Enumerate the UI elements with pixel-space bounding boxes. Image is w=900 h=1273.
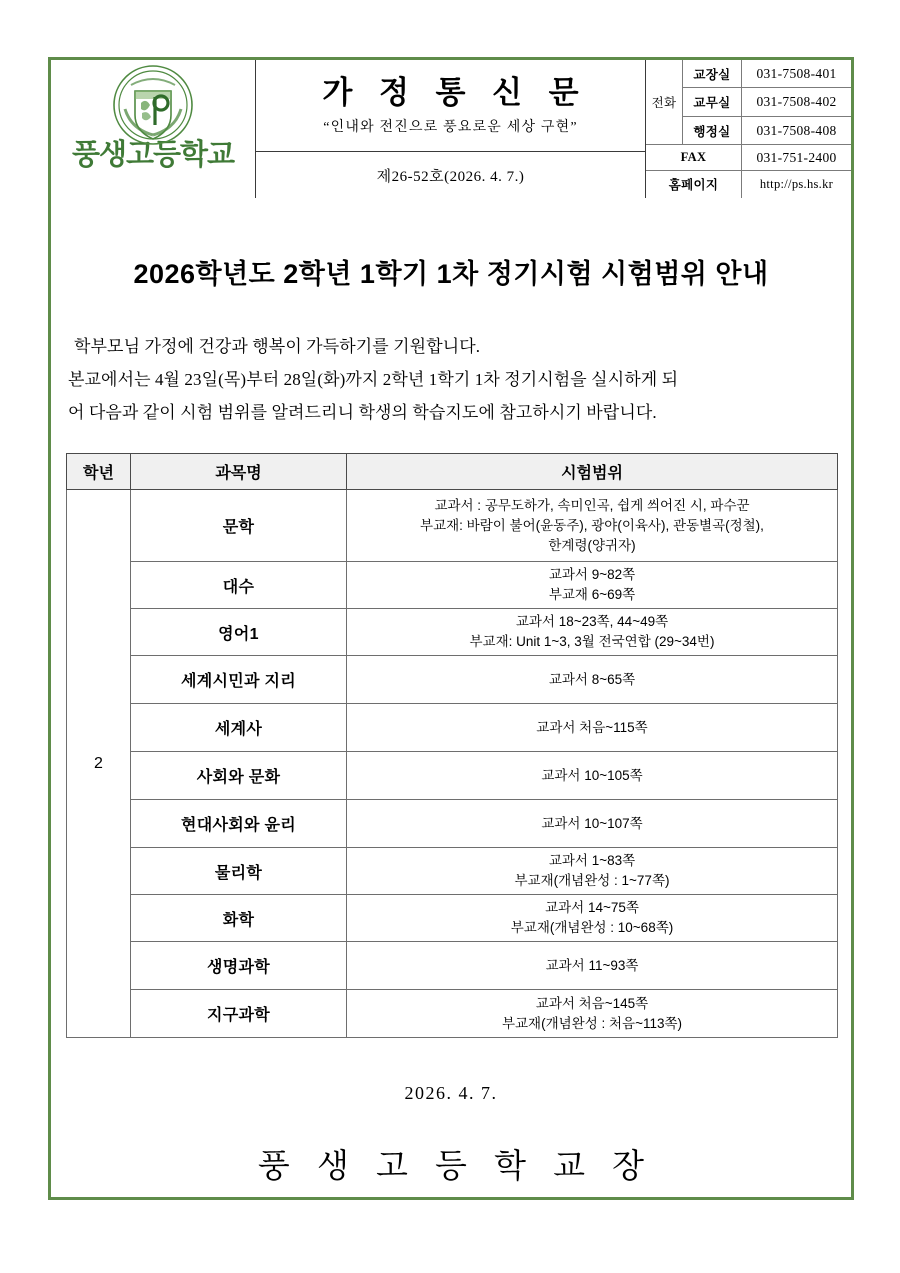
exam-range-line: 교과서 : 공무도하가, 속미인곡, 쉽게 씌어진 시, 파수꾼 (434, 497, 750, 513)
subject-cell: 생명과학 (131, 942, 347, 990)
table-row (67, 704, 838, 752)
contact-row-fax (646, 145, 851, 171)
exam-range-cell (347, 942, 838, 990)
exam-range-line: 부교재(개념완성 : 10~68쪽) (510, 920, 674, 935)
exam-range-line: 한계령(양귀자) (548, 537, 636, 553)
exam-range-line: 교과서 14~75쪽 (545, 900, 639, 915)
homepage-url[interactable]: http://ps.hs.kr (742, 170, 852, 198)
table-row (67, 895, 838, 942)
exam-range-cell (347, 562, 838, 609)
contact-table (646, 60, 851, 198)
fax-number: 031-751-2400 (742, 145, 852, 171)
intro-line-3: 어 다음과 같이 시험 범위를 알려드리니 학생의 학습지도에 참고하시기 바랍니다. (68, 403, 657, 422)
exam-range-line: 교과서 9~82쪽 (548, 567, 636, 582)
table-row (67, 942, 838, 990)
table-header-row (67, 454, 838, 490)
exam-range-cell (347, 990, 838, 1038)
masthead-logo-cell (51, 60, 256, 198)
table-row (67, 562, 838, 609)
intro-line-1: 학부모님 가정에 건강과 행복이 가득하기를 기원합니다. (74, 337, 481, 356)
contact-row-homepage (646, 170, 851, 198)
exam-range-line: 교과서 10~107쪽 (541, 815, 643, 831)
intro-line-2: 본교에서는 4월 23일(목)부터 28일(화)까지 2학년 1학기 1차 정기시험을 실시하게 되 (68, 370, 679, 389)
issue-number: 제26-52호(2026. 4. 7.) (376, 168, 525, 185)
exam-range-cell (347, 656, 838, 704)
phone-number-admin: 031-7508-408 (742, 116, 852, 145)
table-row (67, 490, 838, 562)
exam-range-line: 부교재(개념완성 : 1~77쪽) (514, 873, 670, 888)
exam-range-line: 교과서 처음~145쪽 (535, 995, 649, 1011)
masthead-center-cell (256, 60, 646, 198)
exam-range-line: 교과서 8~65쪽 (548, 671, 636, 687)
exam-scope-table (66, 453, 838, 1038)
table-row (67, 848, 838, 895)
page-title: 2026학년도 2학년 1학기 1차 정기시험 시험범위 안내 (133, 259, 769, 289)
exam-range-line: 부교재 6~69쪽 (548, 587, 636, 602)
table-row (67, 800, 838, 848)
newsletter-title: 가 정 통 신 문 (322, 75, 588, 111)
subject-cell: 세계시민과 지리 (131, 656, 347, 704)
phone-label: 전화 (646, 60, 683, 145)
exam-range-line: 부교재: Unit 1~3, 3월 전국연합 (29~34번) (469, 634, 715, 649)
exam-range-cell (347, 704, 838, 752)
subject-cell: 화학 (131, 895, 347, 942)
table-row (67, 990, 838, 1038)
subject-cell: 사회와 문화 (131, 752, 347, 800)
masthead (51, 60, 851, 198)
contact-row-principal (646, 60, 851, 88)
exam-range-line: 교과서 1~83쪽 (548, 853, 636, 868)
table-row (67, 752, 838, 800)
phone-office-staffroom: 교무실 (683, 88, 742, 117)
subject-cell: 대수 (131, 562, 347, 609)
exam-range-cell (347, 490, 838, 562)
exam-range-cell (347, 752, 838, 800)
phone-number-principal: 031-7508-401 (742, 60, 852, 88)
school-motto: “인내와 전진으로 풍요로운 세상 구현” (323, 119, 578, 135)
exam-range-line: 교과서 처음~115쪽 (536, 719, 648, 735)
exam-range-line: 교과서 11~93쪽 (545, 957, 639, 973)
phone-number-staffroom: 031-7508-402 (742, 88, 852, 117)
intro-paragraph (68, 330, 836, 429)
exam-range-line: 부교재: 바람이 불어(윤동주), 광야(이육사), 관동별곡(정철), (420, 517, 764, 533)
signature-school: 풍 생 고 등 학 교 장 (257, 1147, 654, 1184)
subject-cell: 지구과학 (131, 990, 347, 1038)
subject-cell: 현대사회와 윤리 (131, 800, 347, 848)
exam-range-line: 부교재(개념완성 : 처음~113쪽) (501, 1015, 683, 1031)
table-row (67, 609, 838, 656)
grade-cell: 2 (67, 490, 131, 1038)
school-wordmark: 풍생고등학교 (71, 139, 235, 171)
col-header-grade: 학년 (67, 454, 131, 490)
homepage-label: 홈페이지 (646, 170, 742, 198)
exam-range-cell (347, 895, 838, 942)
phone-office-principal: 교장실 (683, 60, 742, 88)
subject-cell: 문학 (131, 490, 347, 562)
exam-range-cell (347, 848, 838, 895)
fax-label: FAX (646, 145, 742, 171)
exam-range-cell (347, 800, 838, 848)
subject-cell: 영어1 (131, 609, 347, 656)
subject-cell: 물리학 (131, 848, 347, 895)
exam-range-line: 교과서 18~23쪽, 44~49쪽 (515, 614, 669, 629)
col-header-subject: 과목명 (131, 454, 347, 490)
phone-office-admin: 행정실 (683, 116, 742, 145)
signature-date: 2026. 4. 7. (404, 1083, 498, 1103)
exam-range-cell (347, 609, 838, 656)
masthead-title-block (256, 60, 645, 152)
masthead-contact-cell (646, 60, 851, 198)
col-header-range: 시험범위 (347, 454, 838, 490)
exam-range-line: 교과서 10~105쪽 (541, 767, 643, 783)
school-emblem-icon (111, 63, 195, 147)
subject-cell: 세계사 (131, 704, 347, 752)
table-row (67, 656, 838, 704)
